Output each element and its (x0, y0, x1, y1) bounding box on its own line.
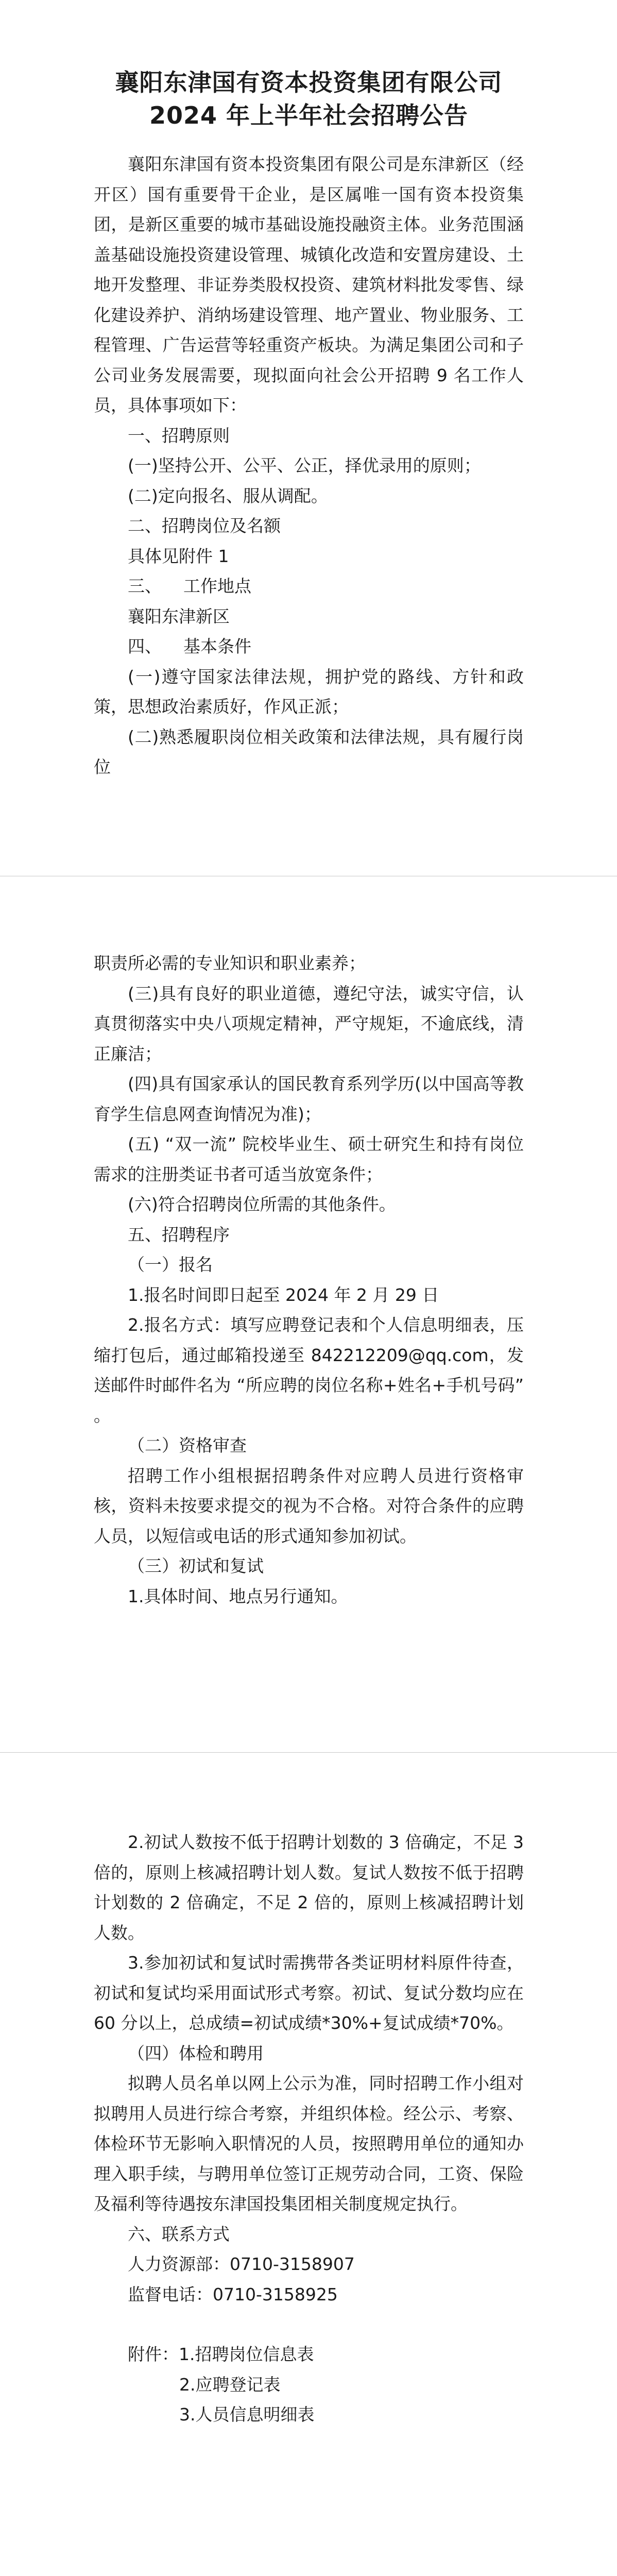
section-5-heading: 五、招聘程序 (128, 1224, 230, 1245)
attachment-2: 2.应聘登记表 (179, 2374, 281, 2395)
condition-5: (五) “双一流” 院校毕业生、硕士研究生和持有岗位需求的注册类证书者可适当放宽条件； (94, 1134, 524, 1184)
interview-item-2: 2.初试人数按不低于招聘计划数的 3 倍确定，不足 3 倍的，原则上核减招聘计划人数。复试人数按不低于招聘计划数的 2 倍确定，不足 2 倍的，原则上核减招聘计划人数。 (94, 1832, 524, 1943)
interview-item-1: 1.具体时间、地点另行通知。 (128, 1586, 348, 1606)
procedure-qualification: （二）资格审查 (128, 1435, 247, 1455)
attachment-3: 3.人员信息明细表 (179, 2404, 315, 2425)
attachments-line-1 (94, 2340, 524, 2370)
procedure-registration: （一）报名 (128, 1255, 213, 1275)
hr-phone: 人力资源部：0710-3158907 (128, 2254, 355, 2274)
section-6-heading: 六、联系方式 (128, 2224, 230, 2244)
supervision-phone: 监督电话：0710-3158925 (128, 2284, 338, 2304)
qualification-text: 招聘工作小组根据招聘条件对应聘人员进行资格审核，资料未按要求提交的视为不合格。对符合条件的应聘人员，以短信或电话的形式通知参加初试。 (94, 1465, 524, 1546)
hiring-text: 拟聘人员名单以网上公示为准，同时招聘工作小组对拟聘用人员进行综合考察，并组织体检。经公示、考察、体检环节无影响入职情况的人员，按照聘用单位的通知办理入职手续，与聘用单位签订正规劳动合同，工资、保险及福利等待遇按东津国投集团相关制度规定执行。 (94, 2073, 524, 2214)
title-line-2: 2024 年上半年社会招聘公告 (149, 101, 469, 129)
section-4-heading: 四、 基本条件 (128, 636, 251, 656)
page-3-content (94, 1827, 524, 2430)
condition-3: (三)具有良好的职业道德，遵纪守法，诚实守信，认真贯彻落实中央八项规定精神，严守规矩，不逾底线，清正廉洁； (94, 983, 524, 1064)
principle-1: (一)坚持公开、公平、公正，择优录用的原则； (128, 455, 481, 476)
document-page-2 (0, 876, 617, 1752)
principle-2: (二)定向报名、服从调配。 (128, 485, 328, 506)
section-1-heading: 一、招聘原则 (128, 425, 230, 446)
registration-time: 1.报名时间即日起至 2024 年 2 月 29 日 (128, 1284, 439, 1305)
section-2-heading: 二、招聘岗位及名额 (128, 516, 281, 536)
page-2-content (94, 948, 524, 1612)
page-title (94, 66, 524, 132)
registration-method: 2.报名方式：填写应聘登记表和个人信息明细表，压缩打包后，通过邮箱投递至 842212209@qq.com，发送邮件时邮件名为 “所应聘的岗位名称+姓名+手机号码” 。 (94, 1315, 524, 1426)
condition-2-end: 职责所必需的专业知识和职业素养； (94, 953, 366, 973)
title-line-1: 襄阳东津国有资本投资集团有限公司 (115, 69, 503, 96)
document-page-3 (0, 1753, 617, 2576)
attachments-label: 附件： (128, 2344, 179, 2364)
section-3-heading: 三、 工作地点 (128, 576, 251, 596)
intro-paragraph: 襄阳东津国有资本投资集团有限公司是东津新区（经开区）国有重要骨干企业，是区属唯一国有资本投资集团，是新区重要的城市基础设施投融资主体。业务范围涵盖基础设施投资建设管理、城镇化改造和安置房建设、土地开发整理、非证券类股权投资、建筑材料批发零售、绿化建设养护、消纳场建设管理、地产置业、物业服务、工程管理、广告运营等轻重资产板块。为满足集团公司和子公司业务发展需要，现拟面向社会公开招聘 9 名工作人员，具体事项如下： (94, 154, 524, 415)
condition-1: (一)遵守国家法律法规，拥护党的路线、方针和政策，思想政治素质好，作风正派； (94, 666, 524, 717)
attachment-1: 1.招聘岗位信息表 (179, 2344, 314, 2364)
condition-2-start: (二)熟悉履职岗位相关政策和法律法规，具有履行岗位 (94, 726, 524, 777)
interview-item-3: 3.参加初试和复试时需携带各类证明材料原件待查，初试和复试均采用面试形式考察。初试、复试分数均应在 60 分以上，总成绩=初试成绩*30%+复试成绩*70%。 (94, 1953, 524, 2033)
procedure-hiring: （四）体检和聘用 (128, 2043, 264, 2063)
work-location: 襄阳东津新区 (128, 606, 230, 626)
condition-4: (四)具有国家承认的国民教育系列学历(以中国高等教育学生信息网查询情况为准)； (94, 1074, 524, 1124)
positions-note: 具体见附件 1 (128, 546, 229, 566)
condition-6: (六)符合招聘岗位所需的其他条件。 (128, 1194, 396, 1214)
page-1-content (94, 66, 524, 783)
procedure-interview: （三）初试和复试 (128, 1556, 264, 1576)
document-page-1 (0, 0, 617, 876)
